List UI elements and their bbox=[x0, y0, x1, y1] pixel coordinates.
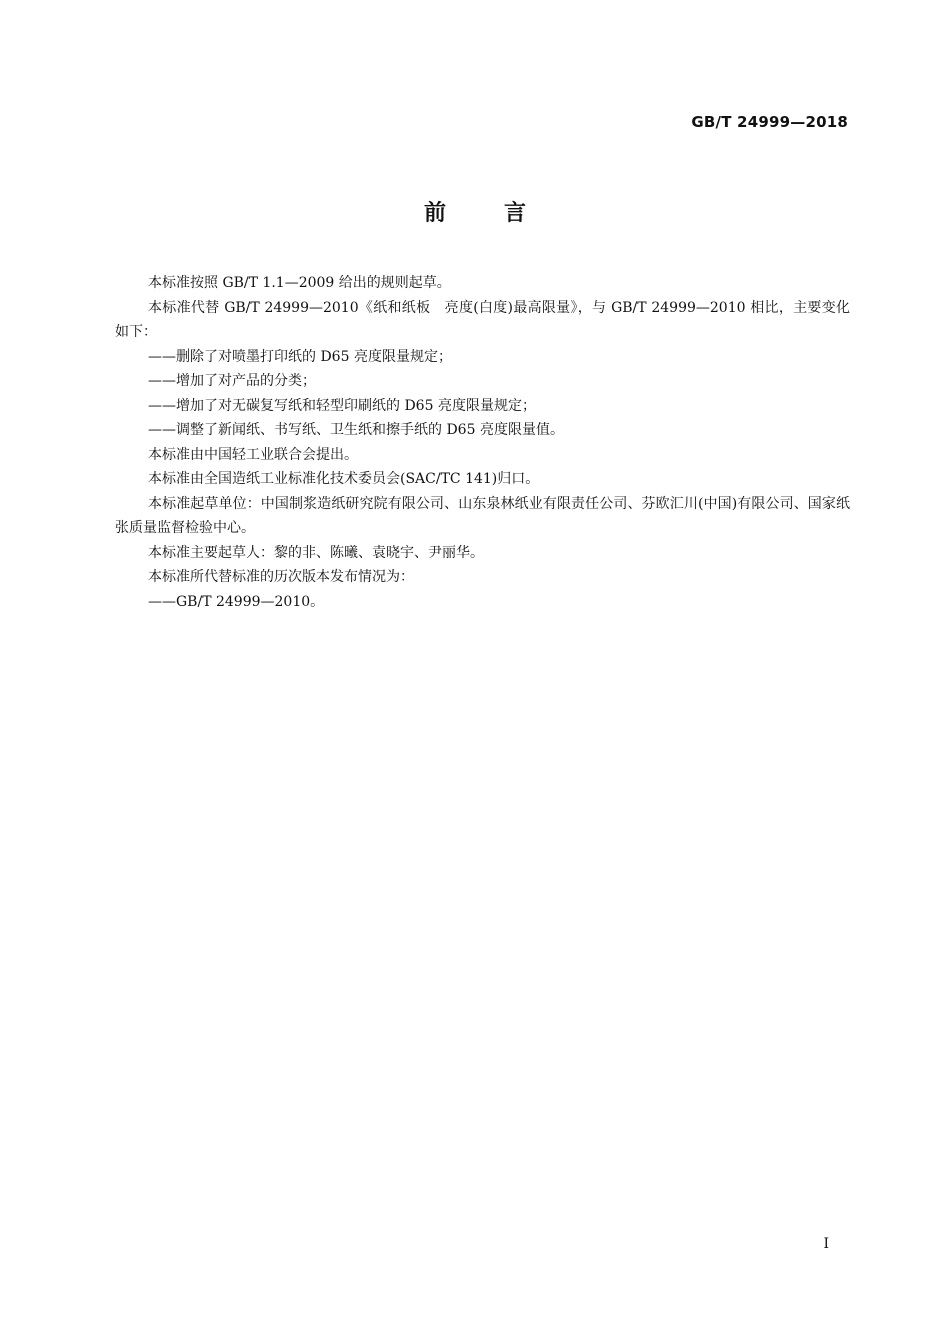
paragraph-proposed-by: 本标准由中国轻工业联合会提出。 bbox=[148, 446, 358, 463]
paragraph-drafters: 本标准主要起草人：黎的非、陈曦、袁晓宇、尹丽华。 bbox=[148, 544, 484, 561]
foreword-body bbox=[115, 271, 850, 614]
paragraph-drafting-units: 本标准起草单位：中国制浆造纸研究院有限公司、山东泉林纸业有限责任公司、芬欧汇川(中国)有限公司、国家纸张质量监督检验中心。 bbox=[115, 495, 850, 536]
paragraph-administered-by: 本标准由全国造纸工业标准化技术委员会(SAC/TC 141)归口。 bbox=[148, 471, 540, 487]
standard-code: GB/T 24999—2018 bbox=[691, 113, 848, 131]
paragraph-replacement: 本标准代替 GB/T 24999—2010《纸和纸板 亮度(白度)最高限量》，与 GB/T 24999—2010 相比，主要变化如下： bbox=[115, 299, 850, 340]
previous-edition-item: ——GB/T 24999—2010。 bbox=[148, 593, 325, 610]
change-item-classification: ——增加了对产品的分类； bbox=[148, 373, 316, 389]
change-item-adjusted-values: ——调整了新闻纸、书写纸、卫生纸和擦手纸的 D65 亮度限量值。 bbox=[148, 422, 564, 438]
page-number: I bbox=[823, 1236, 829, 1252]
change-item-inkjet: ——删除了对喷墨打印纸的 D65 亮度限量规定； bbox=[148, 348, 452, 365]
paragraph-previous-editions: 本标准所代替标准的历次版本发布情况为： bbox=[148, 569, 414, 585]
change-item-carbonless: ——增加了对无碳复写纸和轻型印刷纸的 D65 亮度限量规定； bbox=[148, 397, 536, 414]
paragraph-drafting-rules: 本标准按照 GB/T 1.1—2009 给出的规则起草。 bbox=[148, 275, 451, 291]
page-title: 前言 bbox=[423, 201, 584, 226]
